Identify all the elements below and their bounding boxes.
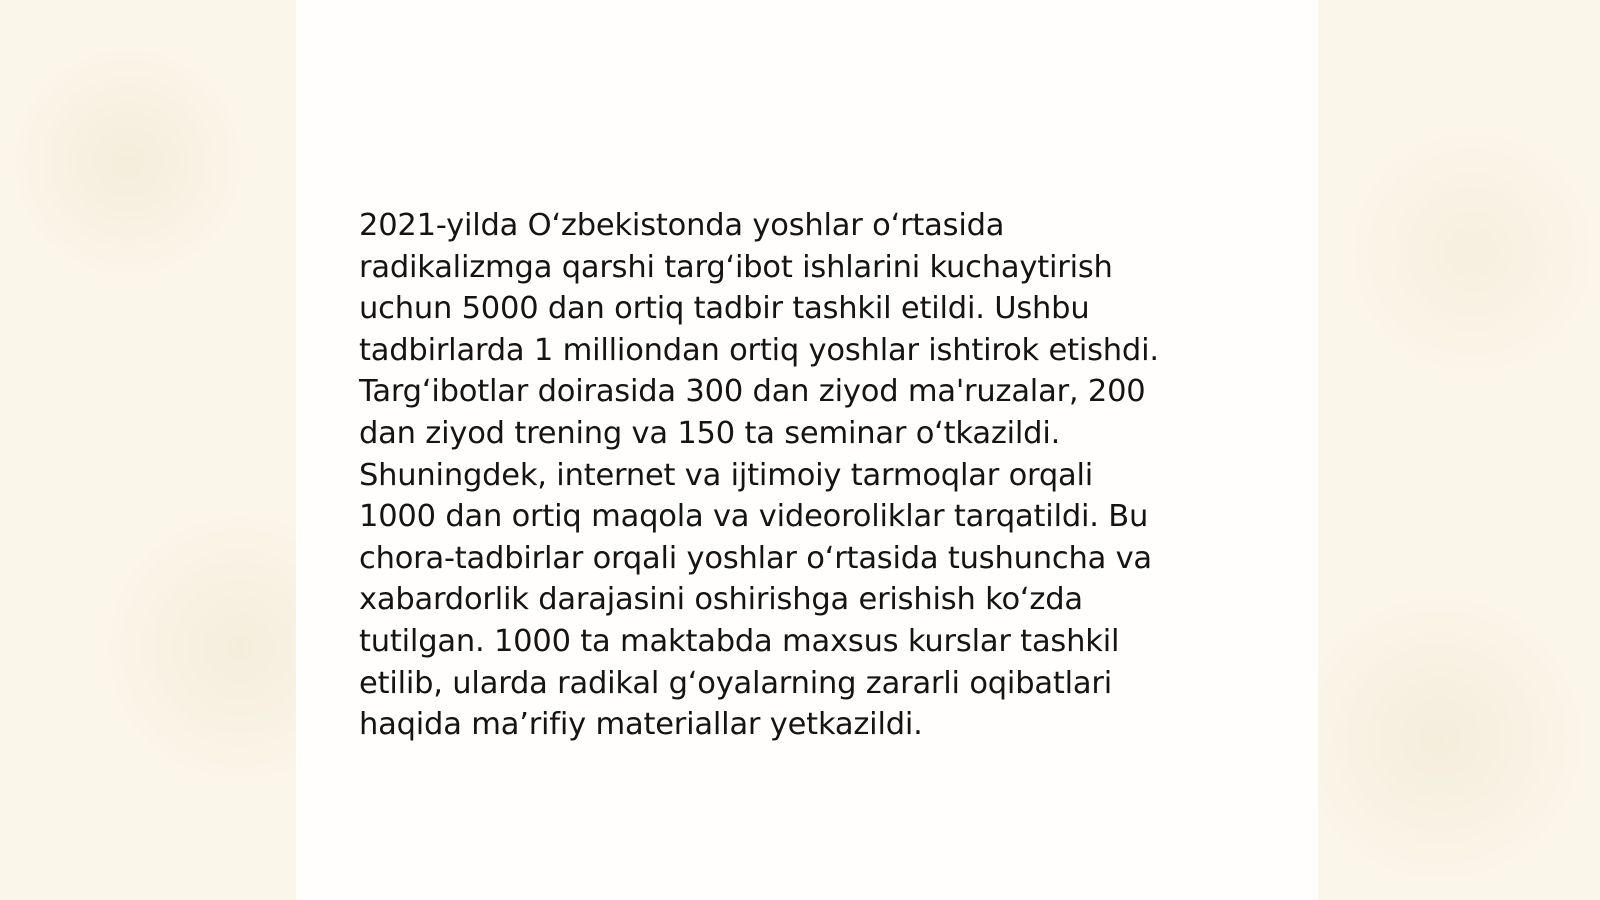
text-line: 1000 dan ortiq maqola va videoroliklar tarqatildi. Bu <box>359 499 1149 535</box>
text-line: tadbirlarda 1 milliondan ortiq yoshlar ishtirok etishdi. <box>359 332 1159 368</box>
slide-body-text <box>359 205 1264 746</box>
text-line: tutilgan. 1000 ta maktabda maxsus kurslar tashkil <box>359 623 1120 659</box>
text-line: dan ziyod trening va 150 ta seminar o‘tkazildi. <box>359 415 1061 451</box>
text-line: haqida ma’rifiy materiallar yetkazildi. <box>359 707 923 743</box>
text-line: Targ‘ibotlar doirasida 300 dan ziyod ma'ruzalar, 200 <box>359 374 1146 410</box>
text-line: radikalizmga qarshi targ‘ibot ishlarini kuchaytirish <box>359 249 1113 285</box>
text-line: uchun 5000 dan ortiq tadbir tashkil etildi. Ushbu <box>359 291 1090 327</box>
text-line: etilib, ularda radikal g‘oyalarning zararli oqibatlari <box>359 665 1112 701</box>
text-line: chora-tadbirlar orqali yoshlar o‘rtasida tushuncha va <box>359 540 1152 576</box>
slide <box>296 0 1318 900</box>
text-line: Shuningdek, internet va ijtimoiy tarmoqlar orqali <box>359 457 1094 493</box>
text-line: 2021-yilda O‘zbekistonda yoshlar o‘rtasida <box>359 208 1005 243</box>
text-line: xabardorlik darajasini oshirishga erishish ko‘zda <box>359 582 1083 618</box>
